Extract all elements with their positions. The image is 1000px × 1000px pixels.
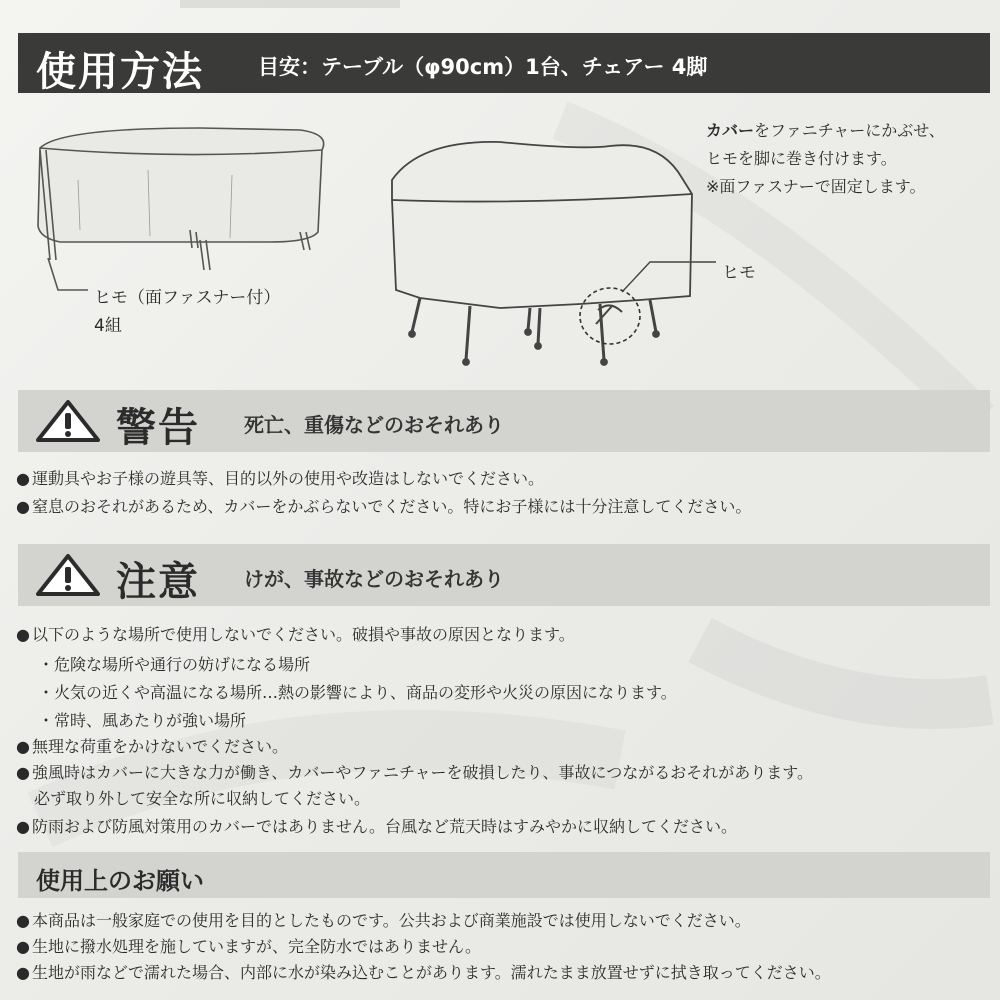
bullet: ● — [16, 763, 30, 782]
instruction-line-1 — [706, 118, 945, 141]
caution-item-text: 強風時はカバーに大きな力が働き、カバーやファニチャーを破損したり、事故につながるおそれがあります。 — [32, 763, 813, 782]
bullet: ● — [16, 625, 30, 644]
usage-illustration — [0, 100, 1000, 390]
usage-title: 使用方法 — [36, 49, 204, 95]
caution-item — [16, 814, 737, 837]
caution-item — [16, 734, 288, 757]
himo-label: ヒモ — [722, 263, 756, 283]
caution-item-text: 防雨および防風対策用のカバーではありません。台風など荒天時はすみやかに収納してください。 — [32, 817, 737, 836]
request-item — [16, 908, 751, 931]
request-header — [18, 852, 990, 898]
warning-item — [16, 466, 544, 489]
request-item — [16, 960, 831, 983]
instruction-line-1-rest: をファニチャーにかぶせ、 — [754, 121, 945, 140]
warning-header — [18, 390, 990, 452]
bullet: ● — [16, 817, 30, 836]
covered-table-drawing — [392, 142, 716, 365]
caution-item — [16, 760, 813, 783]
caution-item-continuation: 必ず取り外して安全な所に収納してください。 — [34, 789, 371, 808]
warning-title: 警告 — [116, 405, 200, 451]
strap-label: ヒモ（面ファスナー付） — [94, 288, 281, 308]
warning-item-text: 運動具やお子様の遊具等、目的以外の使用や改造はしないでください。 — [32, 469, 545, 488]
instruction-line-2: ヒモを脚に巻き付けます。 — [706, 149, 897, 168]
caution-triangle-icon — [32, 552, 104, 598]
folded-cover-drawing — [38, 128, 324, 290]
usage-header — [18, 33, 990, 93]
caution-subitem: ・常時、風あたりが強い場所 — [38, 711, 247, 730]
caution-header — [18, 544, 990, 606]
caution-item-text: 以下のような場所で使用しないでください。破損や事故の原因となります。 — [32, 625, 575, 644]
warning-item-text: 窒息のおそれがあるため、カバーをかぶらないでください。特にお子様には十分注意してください。 — [32, 497, 752, 516]
bullet: ● — [16, 963, 30, 982]
warning-triangle-icon — [32, 398, 104, 444]
caution-subitem: ・危険な場所や通行の妨げになる場所 — [38, 655, 311, 674]
caution-subtitle: けが、事故などのおそれあり — [244, 567, 504, 591]
request-item — [16, 934, 481, 957]
bullet: ● — [16, 937, 30, 956]
warning-item — [16, 494, 751, 517]
bullet: ● — [16, 737, 30, 756]
request-item-text: 生地が雨などで濡れた場合、内部に水が染み込むことがあります。濡れたまま放置せずに拭き取ってください。 — [32, 963, 831, 982]
bullet: ● — [16, 469, 30, 488]
caution-item-text: 無理な荷重をかけないでください。 — [32, 737, 289, 756]
instruction-line-3: ※面ファスナーで固定します。 — [706, 177, 926, 196]
instruction-bold: カバー — [706, 121, 755, 140]
request-item-text: 本商品は一般家庭での使用を目的としたものです。公共および商業施設では使用しないでください。 — [32, 911, 751, 930]
bullet: ● — [16, 911, 30, 930]
caution-title: 注意 — [116, 559, 200, 605]
strap-count: 4組 — [94, 316, 122, 336]
warning-subtitle: 死亡、重傷などのおそれあり — [244, 413, 504, 437]
caution-item — [16, 622, 575, 645]
caution-subitem: ・火気の近くや高温になる場所…熱の影響により、商品の変形や火災の原因になります。 — [38, 683, 677, 702]
request-item-text: 生地に撥水処理を施していますが、完全防水ではありません。 — [32, 937, 481, 956]
bullet: ● — [16, 497, 30, 516]
usage-guide: 目安：テーブル（φ90cm）1台、チェアー 4脚 — [258, 55, 708, 79]
request-title: 使用上のお願い — [36, 867, 204, 895]
